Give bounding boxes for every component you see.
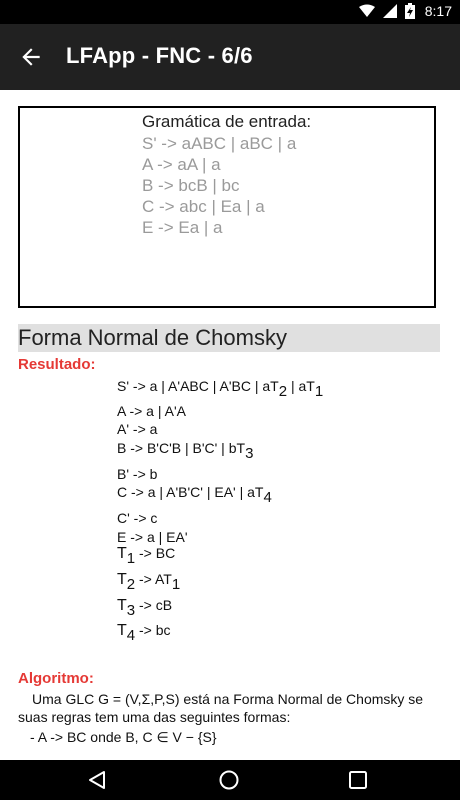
result-rule: C' -> c xyxy=(117,510,158,526)
nav-recents-icon[interactable] xyxy=(347,769,369,791)
input-grammar-box xyxy=(18,106,436,308)
app-title: LFApp - FNC - 6/6 xyxy=(66,43,253,68)
result-rule: A -> a | A'A xyxy=(117,403,186,419)
grammar-rule: B -> bcB | bc xyxy=(142,176,240,195)
content-area[interactable] xyxy=(0,90,460,760)
result-rule: E -> a | EA' xyxy=(117,529,188,545)
back-arrow-icon[interactable] xyxy=(18,44,44,70)
navigation-bar xyxy=(0,760,460,800)
result-rule: A' -> a xyxy=(117,421,158,437)
nav-back-icon[interactable] xyxy=(86,769,108,791)
grammar-rule: E -> Ea | a xyxy=(142,218,223,237)
result-rule: B -> B'C'B | B'C' | $bT_3$ xyxy=(117,440,254,462)
grammar-rule: S' -> aABC | aBC | a xyxy=(142,134,297,153)
grammar-rule: C -> abc | Ea | a xyxy=(142,197,265,216)
section-header xyxy=(18,324,440,352)
section-title: Forma Normal de Chomsky xyxy=(18,325,287,350)
algorithm-form-1: - A -> BC onde B, C ∈ V − {S} xyxy=(30,729,217,745)
result-rule: C -> a | A'B'C' | EA' | $aT_4$ xyxy=(117,484,272,506)
result-rule: $T_1$ -> BC xyxy=(117,545,176,567)
result-rule: B' -> b xyxy=(117,466,158,482)
nav-home-icon[interactable] xyxy=(218,769,240,791)
result-rule: $T_3$ -> cB xyxy=(117,597,173,619)
result-label: Resultado: xyxy=(18,356,96,373)
grammar-title: Gramática de entrada: xyxy=(142,112,312,131)
grammar-rule: A -> aA | a xyxy=(142,155,221,174)
algorithm-text: Uma GLC G = (V,Σ,P,S) está na Forma Normal de Chomsky se suas regras tem uma das seguintes formas: xyxy=(18,691,424,725)
result-rule: $T_2 -> AT_1$ xyxy=(117,571,181,593)
algorithm-label: Algoritmo: xyxy=(18,670,94,687)
result-rule: $T_4$ -> bc xyxy=(117,622,171,644)
app-bar xyxy=(0,24,460,90)
wifi-icon xyxy=(359,4,375,18)
result-rule: S' -> a | A'ABC | A'BC | $aT_2$ | $aT_1$ xyxy=(117,378,324,400)
battery-charging-icon xyxy=(405,3,415,19)
status-icons xyxy=(359,3,452,19)
status-bar xyxy=(0,0,460,24)
cell-signal-icon xyxy=(383,4,397,18)
status-time: 8:17 xyxy=(424,3,452,19)
